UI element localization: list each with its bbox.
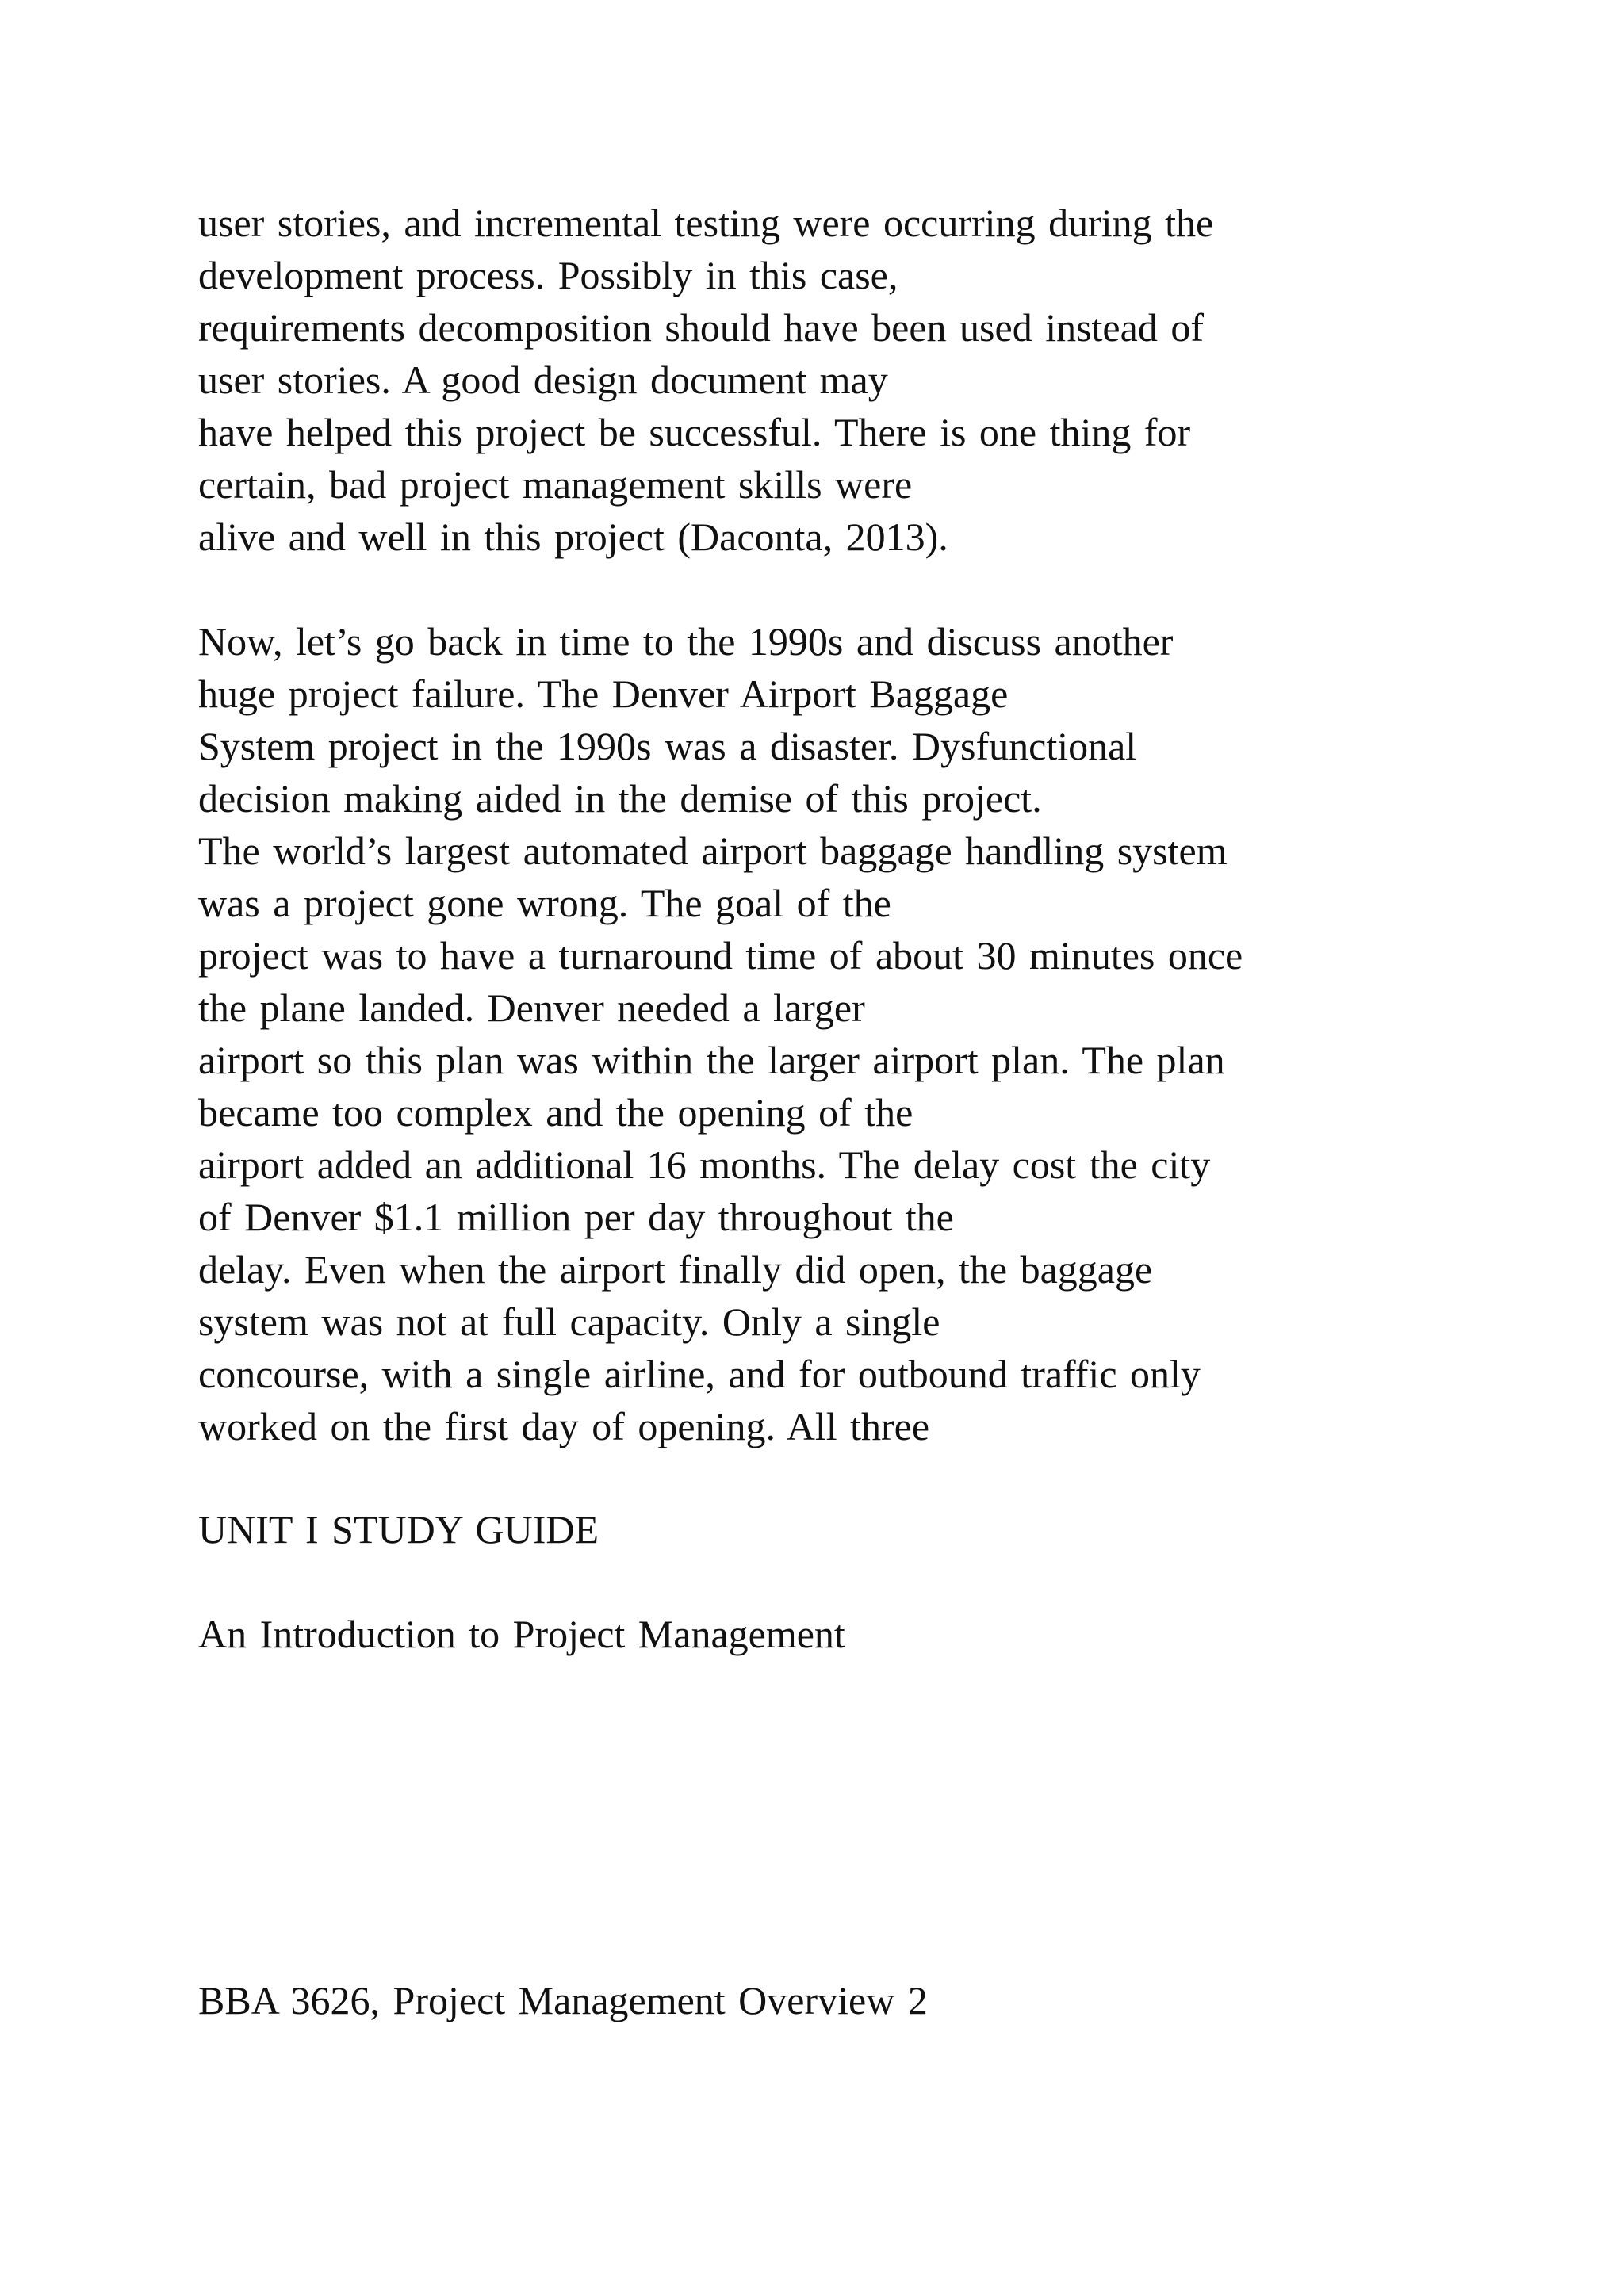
paragraph-line: project was to have a turnaround time of about 30 minutes once — [198, 933, 1243, 978]
paragraph-line: have helped this project be successful. There is one thing for — [198, 410, 1191, 454]
paragraph-line: was a project gone wrong. The goal of the — [198, 881, 891, 925]
paragraph-line: Now, let’s go back in time to the 1990s and discuss another — [198, 619, 1174, 664]
paragraph-line: the plane landed. Denver needed a larger — [198, 985, 865, 1030]
paragraph-line: huge project failure. The Denver Airport Baggage — [198, 672, 1009, 716]
paragraph-line: airport added an additional 16 months. The delay cost the city — [198, 1142, 1211, 1187]
paragraph-line: decision making aided in the demise of this project. — [198, 776, 1042, 821]
paragraph-line: user stories. A good design document may — [198, 358, 888, 402]
paragraph-line: The world’s largest automated airport baggage handling system — [198, 828, 1228, 873]
paragraph-line: requirements decomposition should have been used instead of — [198, 305, 1204, 350]
paragraph-line: worked on the first day of opening. All three — [198, 1404, 930, 1448]
paragraph-line: certain, bad project management skills were — [198, 462, 913, 507]
page-footer: BBA 3626, Project Management Overview 2 — [198, 1978, 928, 2022]
paragraph-line: System project in the 1990s was a disaster. Dysfunctional — [198, 724, 1137, 768]
unit-title: An Introduction to Project Management — [198, 1612, 845, 1656]
paragraph-line: concourse, with a single airline, and for outbound traffic only — [198, 1352, 1201, 1396]
paragraph-line: became too complex and the opening of the — [198, 1090, 914, 1135]
unit-heading: UNIT I STUDY GUIDE — [198, 1507, 599, 1552]
paragraph-line: development process. Possibly in this case, — [198, 253, 898, 297]
paragraph-line: system was not at full capacity. Only a single — [198, 1299, 940, 1344]
paragraph-line: delay. Even when the airport finally did open, the baggage — [198, 1247, 1153, 1292]
paragraph-line: user stories, and incremental testing were occurring during the — [198, 201, 1214, 245]
paragraph-line: airport so this plan was within the larger airport plan. The plan — [198, 1038, 1225, 1082]
paragraph-line: of Denver $1.1 million per day throughout the — [198, 1195, 954, 1239]
paragraph-line: alive and well in this project (Daconta, 2013). — [198, 515, 948, 559]
